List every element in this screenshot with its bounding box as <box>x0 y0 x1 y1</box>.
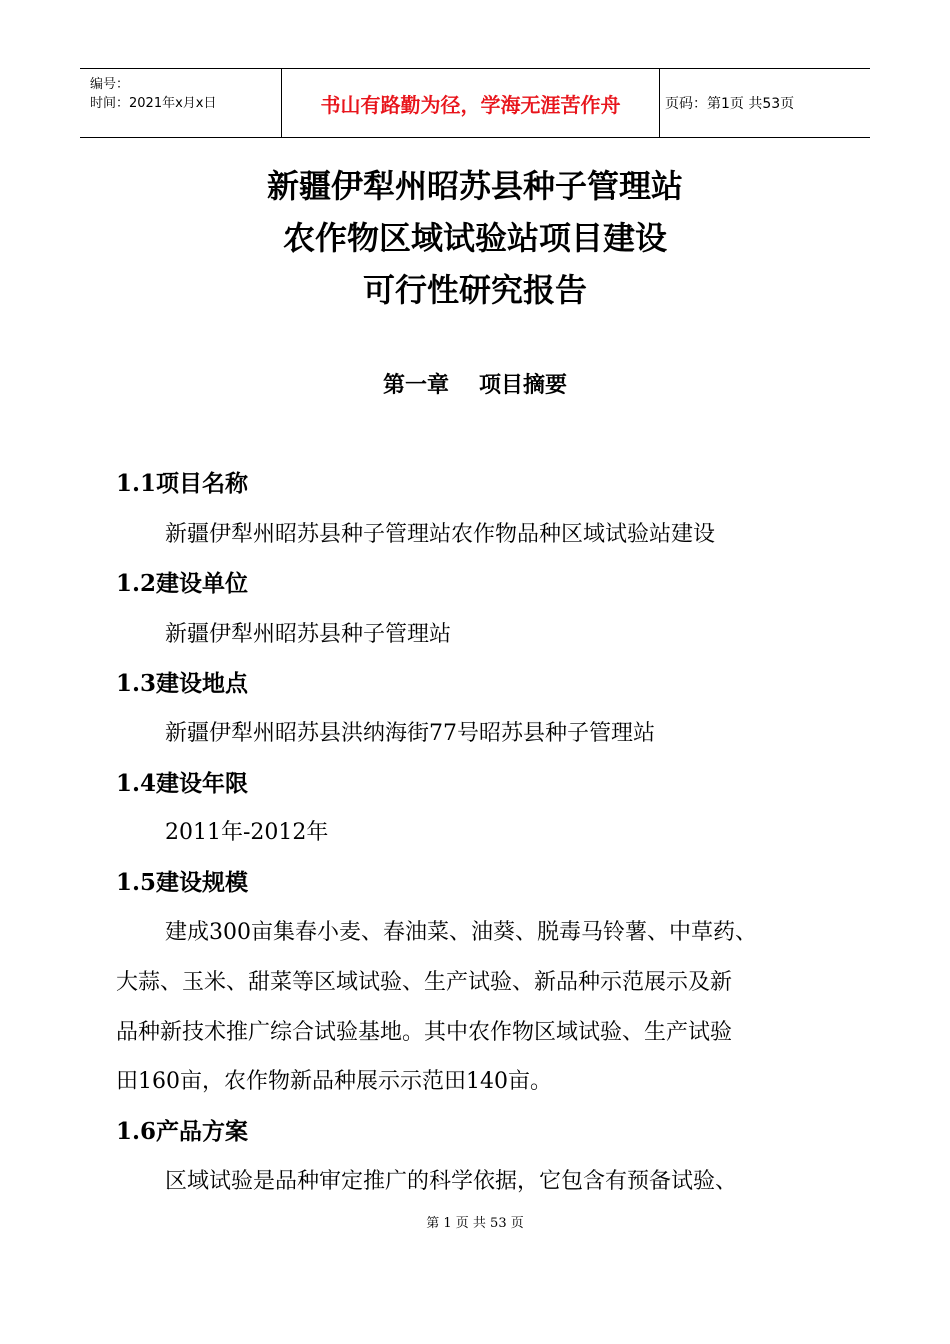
header-motto: 书山有路勤为径，学海无涯苦作舟 <box>281 69 660 137</box>
section-title: 建设规模 <box>156 870 249 896</box>
section-body-line: 品种新技术推广综合试验基地。其中农作物区域试验、生产试验 <box>116 1020 733 1045</box>
section-heading <box>116 865 248 901</box>
page-header <box>80 68 870 138</box>
document-number: 编号： <box>90 77 130 92</box>
section-body-line: 2011年-2012年 <box>165 820 329 845</box>
chapter-name: 项目摘要 <box>479 373 568 398</box>
section-number: 1.6 <box>116 1118 157 1145</box>
section-body-line: 新疆伊犁州昭苏县洪纳海街77号昭苏县种子管理站 <box>165 721 655 746</box>
section-number: 1.3 <box>116 670 157 697</box>
section-title: 建设年限 <box>156 771 249 797</box>
section-body-line: 区域试验是品种审定推广的科学依据，它包含有预备试验、 <box>165 1169 738 1194</box>
section-heading <box>116 1114 248 1150</box>
section-heading <box>116 666 248 702</box>
section-body-line: 建成300亩集春小麦、春油菜、油葵、脱毒马铃薯、中草药、 <box>165 920 757 945</box>
title-line-3: 可行性研究报告 <box>362 271 587 309</box>
section-title: 产品方案 <box>156 1119 249 1145</box>
section-number: 1.5 <box>116 869 157 896</box>
section-title: 建设单位 <box>156 571 249 597</box>
section-body-line: 新疆伊犁州昭苏县种子管理站 <box>165 622 452 647</box>
section-number: 1.1 <box>116 470 157 497</box>
section-body-line: 田160亩，农作物新品种展示示范田140亩。 <box>116 1069 552 1094</box>
title-line-2: 农作物区域试验站项目建设 <box>282 219 667 257</box>
header-page-info: 页码：第1页 共53页 <box>665 96 795 112</box>
section-heading <box>116 766 248 802</box>
section-heading <box>116 466 248 502</box>
page-footer: 第 1 页 共 53 页 <box>426 1216 524 1231</box>
section-body-line: 大蒜、玉米、甜菜等区域试验、生产试验、新品种示范展示及新 <box>116 970 733 995</box>
title-line-1: 新疆伊犁州昭苏县种子管理站 <box>266 167 683 205</box>
document-date: 时间：2021年x月x日 <box>90 96 217 111</box>
section-body-line: 新疆伊犁州昭苏县种子管理站农作物品种区域试验站建设 <box>165 522 716 547</box>
section-heading <box>116 566 248 602</box>
section-title: 建设地点 <box>156 671 249 697</box>
chapter-heading <box>0 368 950 404</box>
header-meta <box>80 69 281 137</box>
section-number: 1.2 <box>116 570 157 597</box>
section-number: 1.4 <box>116 770 157 797</box>
section-title: 项目名称 <box>156 471 249 497</box>
chapter-label: 第一章 <box>382 373 449 398</box>
